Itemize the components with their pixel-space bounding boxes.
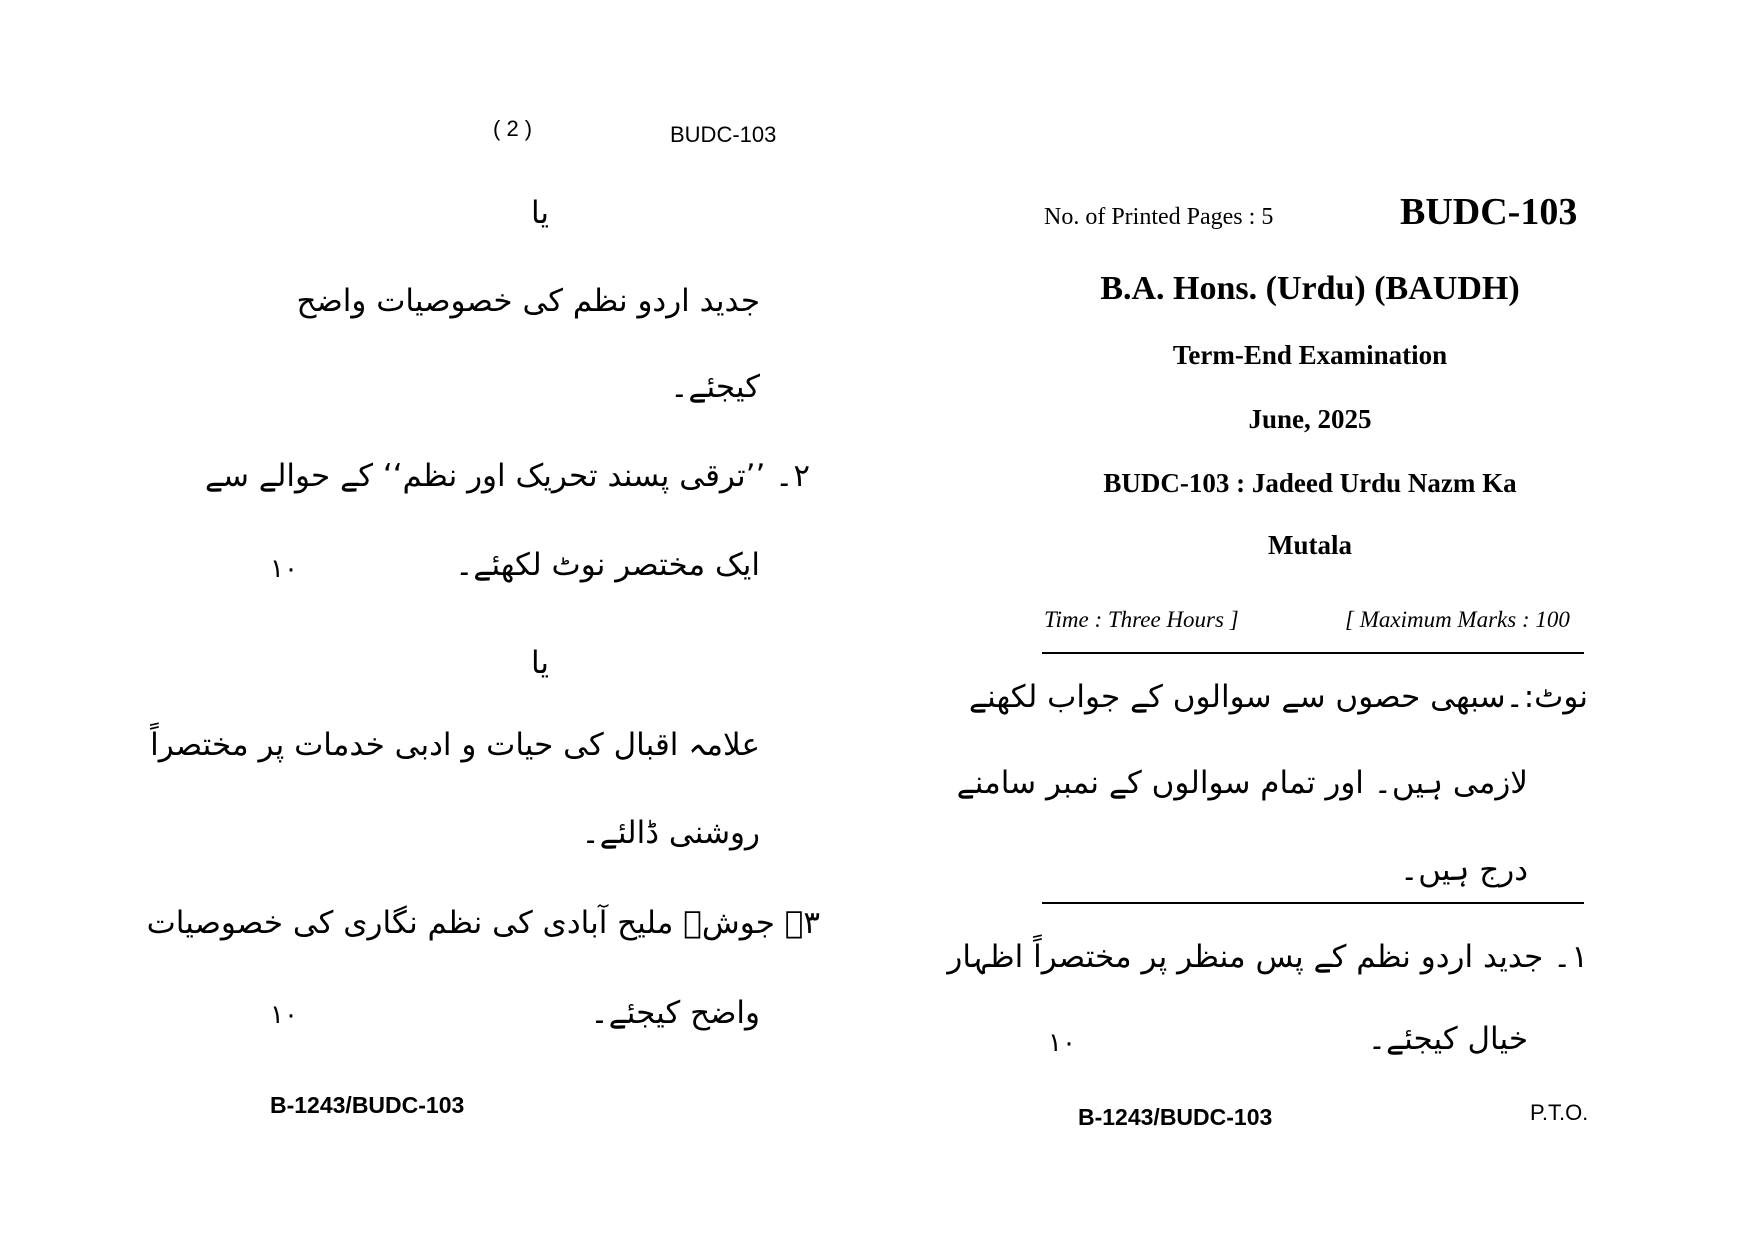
marks-label: ۱۰ — [270, 554, 298, 584]
exam-session: June, 2025 — [1248, 404, 1372, 434]
bottom-rule — [1042, 902, 1584, 904]
programme-title: B.A. Hons. (Urdu) (BAUDH) — [1100, 270, 1520, 307]
question-1-line: خیال کیجئے۔ — [1367, 1021, 1528, 1057]
question-line: کیجئے۔ — [670, 369, 760, 405]
question-line: جدید اردو نظم کی خصوصیات واضح — [296, 283, 760, 319]
or-label: یا — [530, 645, 550, 681]
note-line: درج ہیں۔ — [1400, 852, 1528, 888]
or-label: یا — [530, 195, 550, 231]
exam-title: Term-End Examination — [1172, 340, 1448, 370]
marks-label: ۱۰ — [1048, 1028, 1076, 1058]
right-footer-code: B-1243/BUDC-103 — [1078, 1104, 1273, 1130]
question-2-line: ۲۔ ’’ترقی پسند تحریک اور نظم‘‘ کے حوالے سے — [204, 458, 810, 494]
pto-label: P.T.O. — [1530, 1100, 1589, 1125]
course-title-line1: BUDC-103 : Jadeed Urdu Nazm Ka — [1103, 468, 1517, 498]
left-page-code: BUDC-103 — [670, 122, 777, 147]
time-label: Time : Three Hours ] — [1044, 607, 1239, 632]
marks-label: ۱۰ — [270, 1000, 298, 1030]
printed-pages: No. of Printed Pages : 5 — [1044, 204, 1274, 230]
left-page-number: ( 2 ) — [493, 116, 533, 141]
top-rule — [1042, 652, 1584, 654]
paper-code: BUDC-103 — [1400, 191, 1578, 233]
question-line: روشنی ڈالئے۔ — [581, 815, 760, 851]
question-1-line: ۱۔ جدید اردو نظم کے پس منظر پر مختصراً اظہار — [947, 939, 1588, 975]
question-line: ایک مختصر نوٹ لکھئے۔ — [455, 547, 760, 583]
course-title-line2: Mutala — [1268, 530, 1352, 560]
question-line: علامہ اقبال کی حیات و ادبی خدمات پر مختصراً — [150, 727, 760, 763]
question-3-line: ۳۔ جوشؔ ملیح آبادی کی نظم نگاری کی خصوصیات — [146, 905, 820, 941]
max-marks-label: [ Maximum Marks : 100 — [1345, 607, 1570, 632]
note-line: لازمی ہیں۔ اور تمام سوالوں کے نمبر سامنے — [956, 765, 1528, 801]
note-line: نوٹ:۔سبھی حصوں سے سوالوں کے جواب لکھنے — [968, 679, 1588, 715]
question-line: واضح کیجئے۔ — [590, 995, 760, 1031]
left-footer-code: B-1243/BUDC-103 — [270, 1092, 465, 1118]
